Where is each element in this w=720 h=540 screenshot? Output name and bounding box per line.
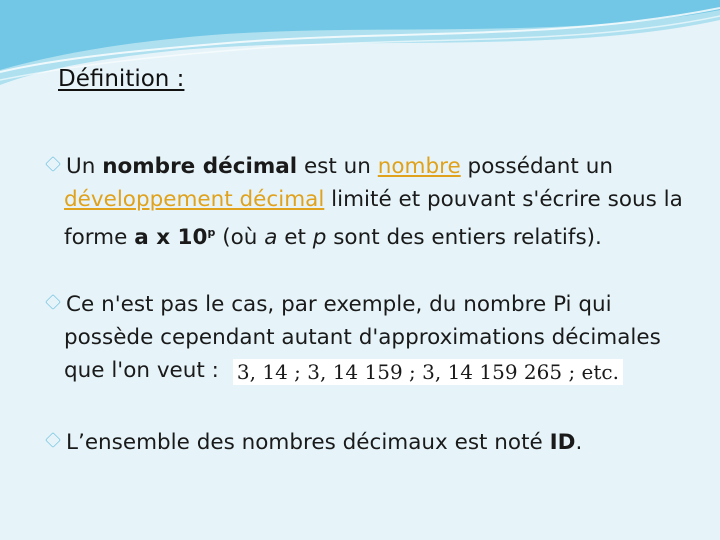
text: et: [277, 225, 313, 251]
paragraph-definition: [46, 150, 686, 254]
link-developpement-decimal[interactable]: développement décimal: [64, 187, 325, 212]
formula: a x 10: [134, 225, 208, 251]
set-symbol: ID: [549, 430, 576, 455]
page-title: Définition :: [58, 66, 185, 92]
bullet-icon: [45, 432, 61, 448]
text: Un: [66, 154, 103, 179]
paragraph-pi: [46, 288, 686, 387]
text: est un: [297, 154, 378, 179]
text: possédant un: [460, 154, 613, 179]
text: L’ensemble des nombres décimaux est noté: [66, 430, 550, 455]
link-nombre[interactable]: nombre: [377, 154, 461, 179]
text: que l'on veut :: [64, 358, 219, 383]
bullet-icon: [45, 294, 61, 310]
pi-approximations: 3, 14 ; 3, 14 159 ; 3, 14 159 265 ; etc.: [233, 359, 623, 385]
text: (où: [215, 225, 265, 251]
text: .: [575, 430, 583, 455]
text: limité et pouvant s'écrire sous la: [324, 187, 683, 212]
text: sont des entiers relatifs).: [326, 225, 602, 251]
bullet-icon: [45, 156, 61, 172]
var-p: p: [312, 225, 327, 251]
text: forme: [64, 225, 135, 251]
term-bold: nombre décimal: [102, 154, 298, 179]
text: possède cependant autant d'approximations décimales: [64, 325, 661, 350]
paragraph-ensemble: [46, 426, 686, 459]
text: Ce n'est pas le cas, par exemple, du nombre Pi qui: [66, 292, 612, 317]
formula-exponent: p: [207, 226, 216, 239]
var-a: a: [264, 225, 278, 251]
